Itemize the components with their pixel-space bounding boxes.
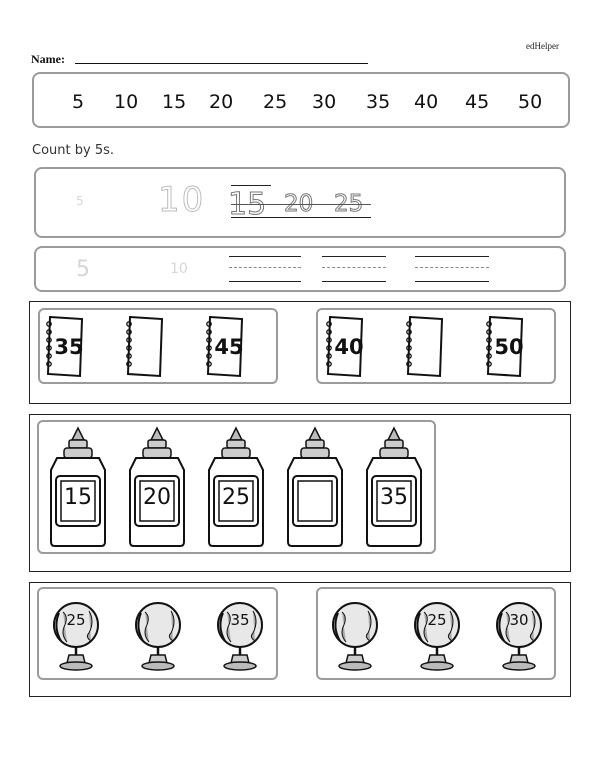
glue-bottle-icon: [124, 426, 190, 548]
glue-card: [37, 420, 436, 554]
write-line-top[interactable]: [229, 256, 301, 257]
brand-label: edHelper: [526, 41, 559, 51]
globe-icon: [49, 597, 101, 672]
globe-icon: [410, 597, 462, 672]
number-line-item: 40: [414, 91, 439, 113]
globe-number: 25: [66, 611, 86, 629]
faint-number: 5: [76, 257, 90, 282]
glue-bottle-icon: [282, 426, 348, 548]
faint-number: 10: [170, 261, 188, 277]
notebook-card: [316, 308, 556, 384]
notebook-icon: [404, 314, 442, 378]
notebook-card: [38, 308, 278, 384]
notebook-number: 35: [54, 335, 84, 359]
write-line-bottom[interactable]: [229, 281, 301, 282]
globe-card: [37, 587, 278, 680]
number-line-item: 50: [518, 91, 543, 113]
globe-number: 35: [230, 611, 250, 629]
glue-number: 15: [64, 485, 92, 510]
globe-icon: [492, 597, 544, 672]
globe-number: 30: [509, 611, 529, 629]
notebook-number: 50: [494, 335, 524, 359]
notebook-section: [29, 301, 571, 404]
trace-row-2: [34, 246, 566, 292]
write-line-bottom[interactable]: [322, 281, 386, 282]
traced-number: 15: [228, 187, 267, 222]
name-line[interactable]: [75, 63, 368, 64]
write-line-mid: [229, 267, 301, 268]
glue-number: 20: [143, 485, 171, 510]
globe-icon: [213, 597, 265, 672]
traced-number: 20: [284, 191, 314, 217]
write-line-top[interactable]: [415, 256, 489, 257]
notebook-number: 40: [334, 335, 364, 359]
write-line-mid: [415, 267, 489, 268]
dotted-number: 5: [76, 194, 84, 208]
notebook-icon: [204, 314, 242, 378]
glue-bottle-icon: [45, 426, 111, 548]
number-line-item: 30: [312, 91, 337, 113]
number-line-item: 45: [465, 91, 490, 113]
glue-section: [29, 414, 571, 572]
number-line-item: 25: [263, 91, 288, 113]
globe-section: [29, 582, 571, 697]
notebook-number: 45: [214, 335, 244, 359]
traced-number: 25: [334, 191, 364, 217]
globe-icon: [328, 597, 380, 672]
instruction-text: Count by 5s.: [32, 143, 114, 158]
glue-number: 35: [380, 485, 408, 510]
glue-number: 25: [222, 485, 250, 510]
globe-card: [316, 587, 556, 680]
trace-guideline: [231, 204, 371, 205]
trace-guideline: [231, 217, 371, 218]
glue-bottle-icon: [361, 426, 427, 548]
glue-bottle-icon: [203, 426, 269, 548]
notebook-icon: [484, 314, 522, 378]
number-line-item: 15: [162, 91, 187, 113]
notebook-icon: [324, 314, 362, 378]
notebook-icon: [124, 314, 162, 378]
write-line-bottom[interactable]: [415, 281, 489, 282]
number-line-item: 35: [366, 91, 391, 113]
trace-guideline: [231, 185, 271, 186]
dotted-number: 10: [158, 180, 206, 220]
number-line-box: [32, 72, 570, 128]
notebook-icon: [44, 314, 82, 378]
number-line-item: 20: [209, 91, 234, 113]
write-line-mid: [322, 267, 386, 268]
trace-row-1: [34, 167, 566, 238]
number-line-item: 5: [72, 91, 85, 113]
number-line-item: 10: [114, 91, 139, 113]
globe-icon: [131, 597, 183, 672]
write-line-top[interactable]: [322, 256, 386, 257]
globe-number: 25: [427, 611, 447, 629]
name-label: Name:: [31, 52, 65, 66]
